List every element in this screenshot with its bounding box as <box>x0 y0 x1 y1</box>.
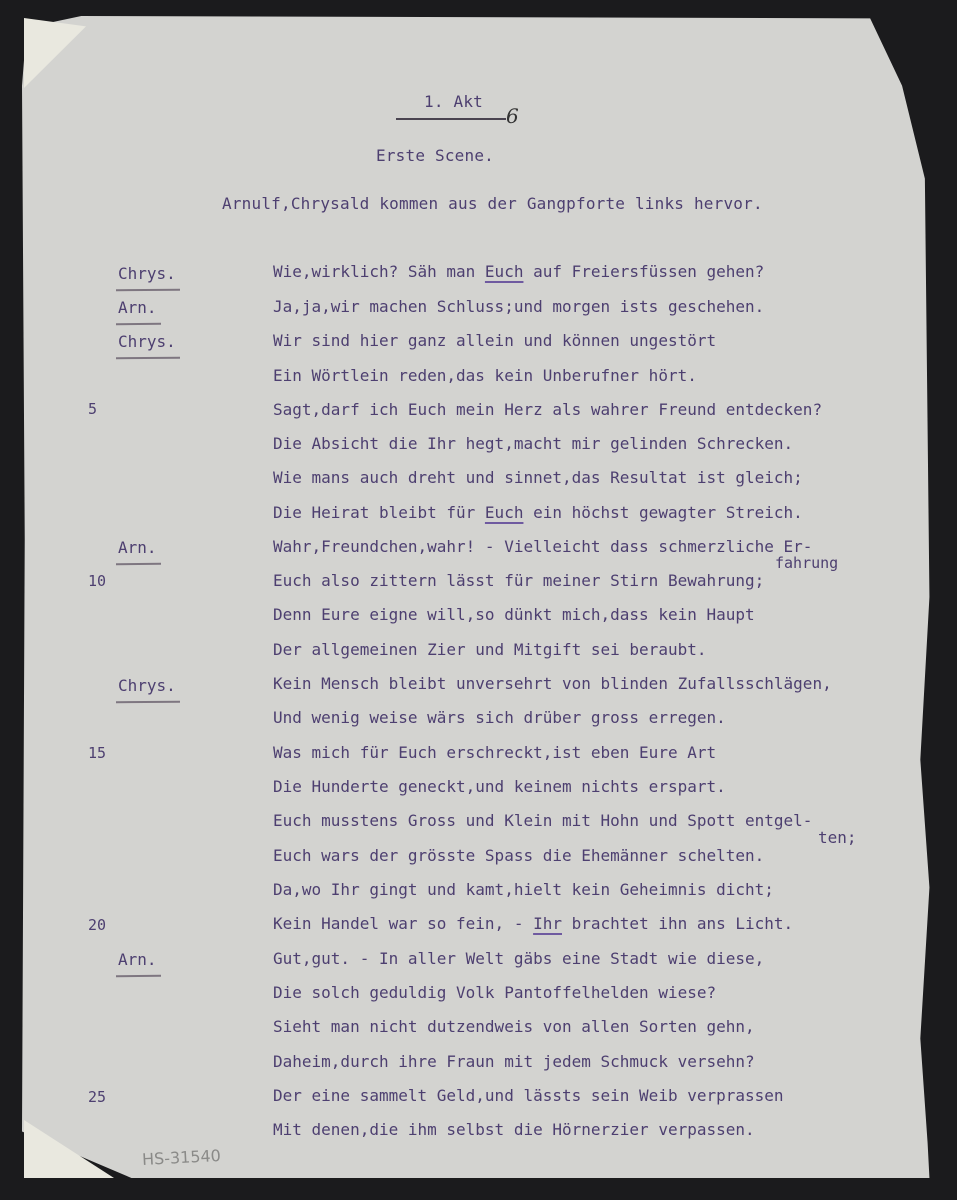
verse-line: Daheim,durch ihre Fraun mit jedem Schmuck versehn? <box>273 1052 755 1071</box>
speaker-label: Chrys. <box>118 676 176 695</box>
verse-line-continuation: ten; <box>818 828 857 847</box>
act-handwritten-mark: 6 <box>506 104 519 128</box>
speaker-label: Chrys. <box>118 332 176 351</box>
line-number: 25 <box>88 1088 107 1106</box>
verse-line: Sagt,darf ich Euch mein Herz als wahrer Freund entdecken? <box>273 400 823 419</box>
archive-stamp: HS-31540 <box>141 1145 222 1170</box>
verse-line: Der allgemeinen Zier und Mitgift sei beraubt. <box>273 640 707 659</box>
scene-heading: Erste Scene. <box>376 146 494 165</box>
verse-line: Kein Mensch bleibt unversehrt von blinden Zufallsschlägen, <box>273 674 832 693</box>
verse-line-continuation: fahrung <box>775 554 839 572</box>
line-number: 10 <box>88 572 107 590</box>
speaker-label: Arn. <box>118 538 157 557</box>
verse-line: Euch also zittern lässt für meiner Stirn Bewahrung; <box>273 571 765 590</box>
verse-line: Und wenig weise wärs sich drüber gross erregen. <box>273 708 726 727</box>
verse-line: Da,wo Ihr gingt und kamt,hielt kein Geheimnis dicht; <box>273 880 774 899</box>
verse-line: Denn Eure eigne will,so dünkt mich,dass kein Haupt <box>273 605 755 624</box>
verse-line: Wir sind hier ganz allein und können ungestört <box>273 331 717 350</box>
line-number: 5 <box>88 400 98 418</box>
line-number: 20 <box>88 916 107 934</box>
verse-line: Die Absicht die Ihr hegt,macht mir gelinden Schrecken. <box>273 434 794 453</box>
verse-line: Ja,ja,wir machen Schluss;und morgen ists geschehen. <box>273 297 765 316</box>
verse-line: Die Heirat bleibt für Euch ein höchst gewagter Streich. <box>273 503 803 522</box>
verse-line: Was mich für Euch erschreckt,ist eben Eure Art <box>273 743 717 762</box>
line-number: 15 <box>88 744 107 762</box>
verse-line: Die Hunderte geneckt,und keinem nichts erspart. <box>273 777 726 796</box>
verse-line: Kein Handel war so fein, - Ihr brachtet ihn ans Licht. <box>273 914 794 933</box>
act-heading: 1. Akt <box>424 92 483 111</box>
stage-direction: Arnulf,Chrysald kommen aus der Gangpforte links hervor. <box>222 194 763 213</box>
verse-line: Wie mans auch dreht und sinnet,das Resultat ist gleich; <box>273 468 803 487</box>
verse-line: Gut,gut. - In aller Welt gäbs eine Stadt wie diese, <box>273 949 765 968</box>
verse-line: Ein Wörtlein reden,das kein Unberufner hört. <box>273 366 697 385</box>
verse-line: Die solch geduldig Volk Pantoffelhelden wiese? <box>273 983 717 1002</box>
act-underline <box>396 118 506 120</box>
paper-sheet <box>22 16 934 1178</box>
verse-line: Sieht man nicht dutzendweis von allen Sorten gehn, <box>273 1017 755 1036</box>
speaker-label: Arn. <box>118 298 157 317</box>
verse-line: Der eine sammelt Geld,und lässts sein Weib verprassen <box>273 1086 784 1105</box>
verse-line: Euch musstens Gross und Klein mit Hohn und Spott entgel- <box>273 811 813 830</box>
verse-line: Wie,wirklich? Säh man Euch auf Freiersfüssen gehen? <box>273 262 765 281</box>
speaker-label: Arn. <box>118 950 157 969</box>
verse-line: Euch wars der grösste Spass die Ehemänner schelten. <box>273 846 765 865</box>
verse-line: Mit denen,die ihm selbst die Hörnerzier verpassen. <box>273 1120 755 1139</box>
verse-line: Wahr,Freundchen,wahr! - Vielleicht dass schmerzliche Er- <box>273 537 813 556</box>
speaker-label: Chrys. <box>118 264 176 283</box>
